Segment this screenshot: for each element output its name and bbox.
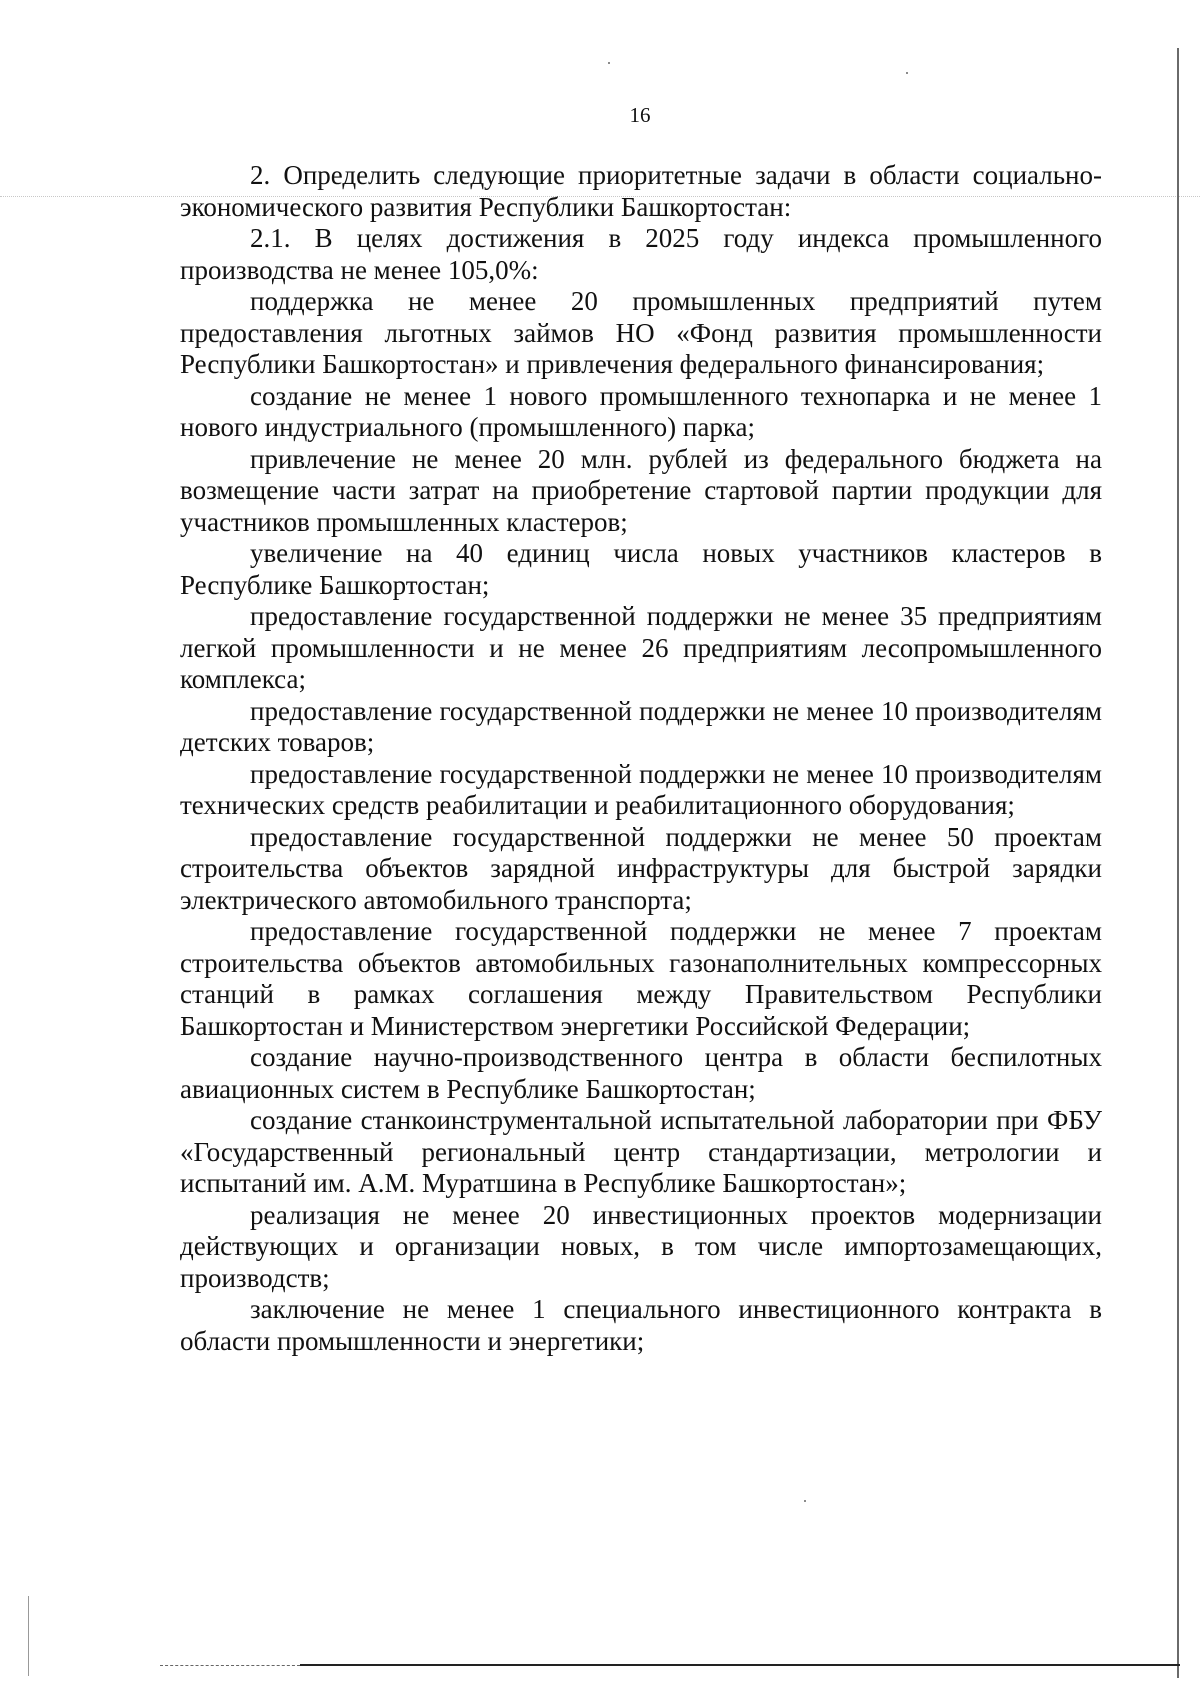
document-body (180, 160, 1102, 1357)
paragraph: поддержка не менее 20 промышленных предприятий путем предоставления льготных займов НО «Фонд развития промышленности Республики Башкортостан» и привлечения федерального финансирования; (180, 286, 1102, 379)
scan-edge-right (1177, 48, 1179, 1678)
paragraph: увеличение на 40 единиц числа новых участников кластеров в Республике Башкортостан; (180, 538, 1102, 600)
paragraph: предоставление государственной поддержки не менее 35 предприятиям легкой промышленности и не менее 26 предприятиям лесопромышленного комплекса; (180, 601, 1102, 694)
scan-speck (608, 62, 610, 64)
paragraph: предоставление государственной поддержки не менее 50 проектам строительства объектов зарядной инфраструктуры для быстрой зарядки электрического автомобильного транспорта; (180, 821, 1102, 915)
scan-speck (804, 1500, 806, 1502)
paragraph: предоставление государственной поддержки не менее 10 производителям технических средств реабилитации и реабилитационного оборудования; (180, 758, 1102, 820)
page-number: 16 (629, 103, 651, 127)
paragraph: 2.1. В целях достижения в 2025 году индекса промышленного производства не менее 105,0%: (180, 223, 1102, 285)
scan-edge-left (28, 1596, 29, 1676)
paragraph: создание станкоинструментальной испытательной лаборатории при ФБУ «Государственный региональный центр стандартизации, метрологии и испытаний им. А.М. Муратшина в Республике Башкортостан»; (180, 1105, 1102, 1198)
scan-edge-bottom (300, 1664, 1180, 1666)
paragraph: заключение не менее 1 специального инвестиционного контракта в области промышленности и энергетики; (180, 1294, 1102, 1356)
scan-edge-bottom-dashed (160, 1665, 300, 1666)
paragraph: предоставление государственной поддержки не менее 10 производителям детских товаров; (180, 695, 1102, 757)
paragraph: предоставление государственной поддержки не менее 7 проектам строительства объектов автомобильных газонаполнительных компрессорных станций в рамках соглашения между Правительством Республики Башкортостан и Министерством энергетики Российской Федерации; (180, 916, 1102, 1041)
scan-speck (906, 72, 908, 74)
paragraph: реализация не менее 20 инвестиционных проектов модернизации действующих и организации новых, в том числе импортозамещающих, производств; (180, 1199, 1102, 1293)
paragraph: создание научно-производственного центра в области беспилотных авиационных систем в Республике Башкортостан; (180, 1042, 1102, 1104)
paragraph: 2. Определить следующие приоритетные задачи в области социально-экономического развития Республики Башкортостан: (180, 160, 1102, 222)
paragraph: привлечение не менее 20 млн. рублей из федерального бюджета на возмещение части затрат на приобретение стартовой партии продукции для участников промышленных кластеров; (180, 443, 1102, 537)
paragraph: создание не менее 1 нового промышленного технопарка и не менее 1 нового индустриального (промышленного) парка; (180, 380, 1102, 442)
